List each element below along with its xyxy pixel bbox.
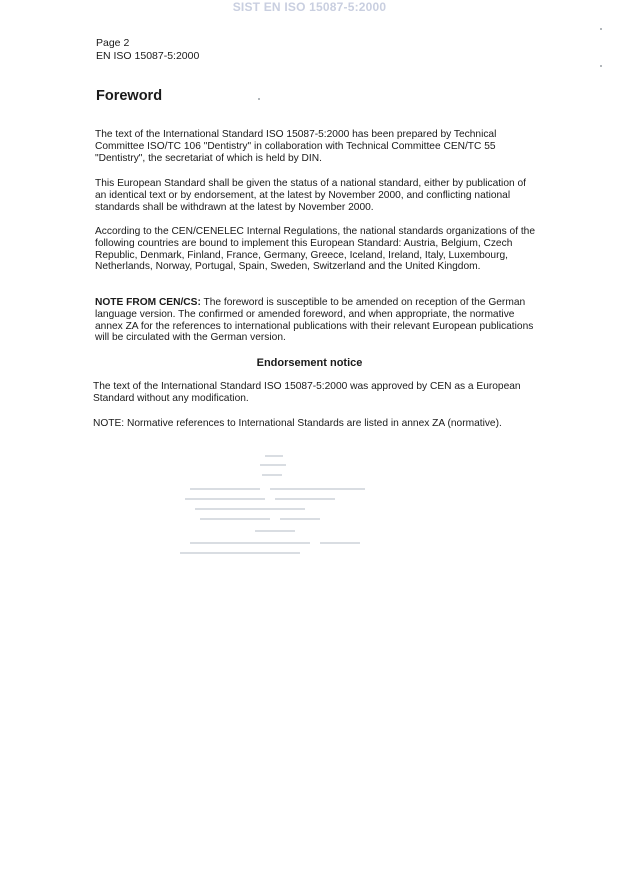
standard-reference: EN ISO 15087-5:2000 <box>96 50 200 62</box>
endorsement-text: The text of the International Standard ISO 15087-5:2000 was approved by CEN as a European Standard without any modification. <box>93 381 521 404</box>
scan-speck <box>258 98 260 100</box>
page-title: Foreword <box>96 88 163 104</box>
paragraph-status: This European Standard shall be given the status of a national standard, either by publication of an identical text or by endorsement, at the latest by November 2000, and conflicting national standards shall be withdrawn at the latest by November 2000. <box>95 178 526 213</box>
scan-speck <box>600 28 602 30</box>
paragraph-prepared-by: The text of the International Standard ISO 15087-5:2000 has been prepared by Technical Committee ISO/TC 106 "Dentistry" in collaboration with Technical Committee CEN/TC 55 "Dentistry", the secretariat of which is held by DIN. <box>95 129 497 164</box>
endorsement-heading: Endorsement notice <box>256 357 363 369</box>
scan-speck <box>600 65 602 67</box>
normative-note: NOTE: Normative references to International Standards are listed in annex ZA (normative). <box>93 418 502 429</box>
note-body: The foreword is susceptible to be amended on reception of the German language version. The confirmed or amended foreword, and when appropriate, the normative annex ZA for the references to international publications with their relevant European publications will be circulated with the German version. <box>95 297 534 344</box>
watermark: SIST EN ISO 15087-5:2000 <box>232 0 387 14</box>
paragraph-note-cen-cs <box>95 297 535 344</box>
scan-noise-artifact <box>150 450 390 570</box>
paragraph-countries: According to the CEN/CENELEC Internal Regulations, the national standards organizations of the following countries are bound to implement this European Standard: Austria, Belgium, Czech Republic, Denmark, Finland, France, Germany, Greece, Iceland, Ireland, Italy, Luxembourg, Netherlands, Norway, Portugal, Spain, Sweden, Switzerland and the United Kingdom. <box>95 226 536 273</box>
note-lead: NOTE FROM CEN/CS: <box>95 297 201 308</box>
page-header <box>96 37 199 63</box>
page-number: Page 2 <box>96 37 130 49</box>
